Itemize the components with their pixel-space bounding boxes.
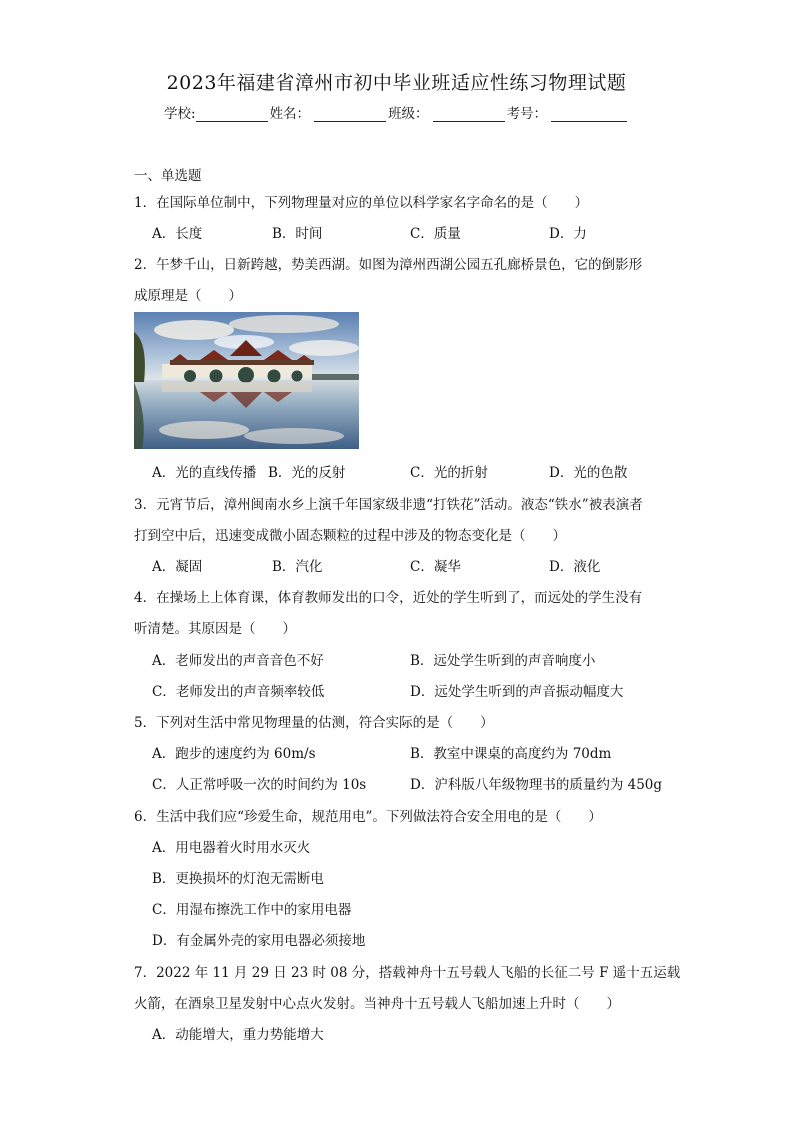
- question-2-stem-line2: 成原理是（ ）: [134, 288, 242, 304]
- student-info-row: [164, 102, 629, 122]
- q6-option-b[interactable]: B．更换损坏的灯泡无需断电: [152, 871, 324, 887]
- page-title: 2023年福建省漳州市初中毕业班适应性练习物理试题: [166, 72, 627, 94]
- bridge-photo: [134, 312, 359, 449]
- name-label: 姓名：: [269, 106, 311, 122]
- q2-option-a[interactable]: A．光的直线传播: [152, 465, 257, 481]
- q3-option-a[interactable]: A．凝固: [152, 559, 203, 575]
- q1-option-b[interactable]: B．时间: [272, 226, 323, 242]
- question-2-stem-line1: 2．午梦千山，日新跨越，势美西湖。如图为漳州西湖公园五孔廊桥景色，它的倒影形: [134, 257, 643, 273]
- school-blank[interactable]: [196, 107, 268, 122]
- class-blank[interactable]: [433, 107, 505, 122]
- q7-option-a[interactable]: A．动能增大，重力势能增大: [152, 1027, 324, 1043]
- q3-option-d[interactable]: D．液化: [549, 559, 601, 575]
- q4-option-b[interactable]: B．远处学生听到的声音响度小: [410, 653, 596, 669]
- q5-option-d[interactable]: D．沪科版八年级物理书的质量约为 450g: [410, 777, 663, 793]
- question-5-stem: 5．下列对生活中常见物理量的估测，符合实际的是（ ）: [134, 715, 494, 731]
- q2-option-d[interactable]: D．光的色散: [549, 465, 628, 481]
- q2-option-b[interactable]: B．光的反射: [268, 465, 346, 481]
- number-blank[interactable]: [551, 107, 627, 122]
- school-label: 学校:: [164, 106, 196, 122]
- question-7-stem-line1: 7．2022 年 11 月 29 日 23 时 08 分，搭载神舟十五号载人飞船的长征二号 F 遥十五运载: [134, 965, 681, 981]
- section-heading: 一、单选题: [134, 168, 202, 184]
- question-3-stem-line1: 3．元宵节后，漳州闽南水乡上演千年国家级非遗“打铁花”活动。液态“铁水”被表演者: [134, 497, 643, 513]
- q4-option-d[interactable]: D．远处学生听到的声音振动幅度大: [410, 684, 624, 700]
- q1-option-c[interactable]: C．质量: [410, 226, 461, 242]
- question-4-stem-line2: 听清楚。其原因是（ ）: [134, 621, 296, 637]
- name-blank[interactable]: [314, 107, 386, 122]
- q5-option-a[interactable]: A．跑步的速度约为 60m/s: [152, 746, 316, 762]
- q5-option-b[interactable]: B．教室中课桌的高度约为 70dm: [410, 746, 612, 762]
- question-7-stem-line2: 火箭，在酒泉卫星发射中心点火发射。当神舟十五号载人飞船加速上升时（ ）: [134, 996, 620, 1012]
- question-6-stem: 6．生活中我们应“珍爱生命，规范用电”。下列做法符合安全用电的是（ ）: [134, 809, 602, 825]
- q6-option-a[interactable]: A．用电器着火时用水灭火: [152, 840, 311, 856]
- number-label: 考号：: [506, 106, 548, 122]
- q6-option-c[interactable]: C．用湿布擦洗工作中的家用电器: [152, 902, 352, 918]
- q4-option-a[interactable]: A．老师发出的声音音色不好: [152, 653, 324, 669]
- q4-option-c[interactable]: C．老师发出的声音频率较低: [152, 684, 325, 700]
- q3-option-b[interactable]: B．汽化: [272, 559, 323, 575]
- question-3-stem-line2: 打到空中后，迅速变成微小固态颗粒的过程中涉及的物态变化是（ ）: [134, 528, 566, 544]
- q6-option-d[interactable]: D．有金属外壳的家用电器必须接地: [152, 933, 366, 949]
- q1-option-a[interactable]: A．长度: [152, 226, 203, 242]
- q2-option-c[interactable]: C．光的折射: [410, 465, 488, 481]
- question-1-stem: 1．在国际单位制中，下列物理量对应的单位以科学家名字命名的是（ ）: [134, 195, 589, 211]
- q1-option-d[interactable]: D．力: [549, 226, 587, 242]
- class-label: 班级：: [388, 106, 429, 122]
- question-4-stem-line1: 4．在操场上上体育课，体育教师发出的口令，近处的学生听到了，而远处的学生没有: [134, 590, 643, 606]
- q5-option-c[interactable]: C．人正常呼吸一次的时间约为 10s: [152, 777, 367, 793]
- q3-option-c[interactable]: C．凝华: [410, 559, 461, 575]
